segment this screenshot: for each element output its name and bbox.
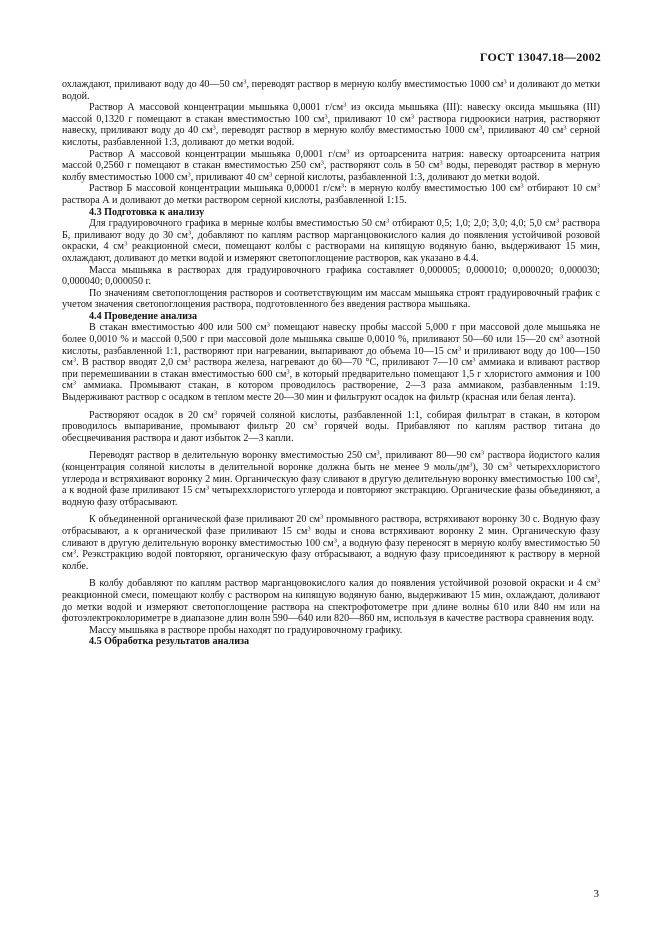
superscript: 3 xyxy=(324,113,328,121)
text-run: горячей воды. Прибавляют по каплям раствор титана до обесцвечивания раствора и дают избыток 2—3 капли. xyxy=(62,421,600,444)
text-run: , растворяют соль в 50 см xyxy=(323,160,440,172)
superscript: 3 xyxy=(307,525,311,533)
text-run: , а к водной фазе приливают 15 см xyxy=(62,473,600,497)
superscript: 3 xyxy=(320,159,324,167)
text-run: раствора гидроокиси натрия, растворяют навеску, приливают воду до 40 см xyxy=(62,113,600,137)
text-run: : в мерную колбу вместимостью 100 см xyxy=(344,183,521,195)
superscript: 3 xyxy=(480,449,485,457)
text-run: аммиака. Промывают стакан, в котором проводилось растворение, 2—3 раза аммиаком, разбавленным 1:19. Выдерживают раствор с осадком в теплом месте 20—30 мин и фильтруют осадок на фильтр (красная или белая лента). xyxy=(62,380,600,404)
paragraph xyxy=(62,410,600,445)
text-run: четыреххлористого углерода и повторяют экстракцию. Органические фазы объединяют, а водную фазу отбрасывают. xyxy=(62,485,600,508)
text-run: , приливают 40 см xyxy=(482,125,564,137)
superscript: 3 xyxy=(187,356,191,364)
superscript: 3 xyxy=(187,171,191,179)
superscript: 3 xyxy=(469,461,473,469)
superscript: 3 xyxy=(72,379,77,387)
superscript: 3 xyxy=(213,409,218,417)
text-run: Раствор Б массовой концентрации мышьяка 0,00001 г/см xyxy=(89,183,341,195)
paragraph xyxy=(62,322,600,403)
text-run: и доливают до метки водой. xyxy=(62,79,601,102)
text-run: раствора железа, нагревают до 60—70 °С, приливают 7—10 см xyxy=(190,357,473,369)
superscript: 3 xyxy=(594,473,598,481)
text-run: горячей соляной кислоты, разбавленной 1:1, собирая фильтрат в стакан, в котором проводилось выпаривание, промывают фильтр 20 см xyxy=(62,409,600,433)
superscript: 3 xyxy=(508,461,512,469)
text-run: Растворяют осадок в 20 см xyxy=(89,409,214,421)
text-run: серной кислоты, разбавленной 1:3, доливают до метки водой. xyxy=(62,125,601,148)
superscript: 3 xyxy=(333,537,337,545)
text-run: серной кислоты, разбавленной 1:3, доливают до метки водой. xyxy=(272,171,540,183)
superscript: 3 xyxy=(457,345,462,353)
superscript: 3 xyxy=(596,577,600,585)
superscript: 3 xyxy=(478,124,483,132)
paragraph xyxy=(62,265,600,288)
paragraph xyxy=(62,625,600,637)
text-run: В колбу добавляют по каплям раствор марганцовокислого калия до появления устойчивой розовой окраски и 4 см xyxy=(89,578,597,590)
superscript: 3 xyxy=(72,548,77,556)
text-run: раствора Б, приливают воду до 30 см xyxy=(62,218,600,241)
section-heading-4-3: 4.3 Подготовка к анализу xyxy=(89,206,205,218)
superscript: 3 xyxy=(286,368,290,376)
text-run: воды и снова встряхивают воронку 2 мин. Органическую фазу сливают в другую делительную воронку вместимостью 100 см xyxy=(62,525,600,549)
document-body xyxy=(62,79,600,648)
text-run: В стакан вместимостью 400 или 500 см xyxy=(89,322,267,334)
text-run: отбирают 10 см xyxy=(523,183,597,195)
superscript: 3 xyxy=(472,356,476,364)
paragraph xyxy=(62,450,600,508)
text-run: раствора А и доливают до метки раствором серной кислоты, разбавленной 1:15. xyxy=(62,194,407,206)
superscript: 3 xyxy=(187,229,192,237)
superscript: 3 xyxy=(320,513,324,521)
text-run: Переводят раствор в делительную воронку вместимостью 250 см xyxy=(89,450,377,462)
text-run: промывного раствора, встряхивают воронку 30 с. Водную фазу отбрасывают, а к органической фазе приливают 15 см xyxy=(62,514,600,537)
text-run: раствора йодистого калия (концентрация соляной кислоты в делительной воронке должна быть не менее 9 моль/дм xyxy=(62,450,600,473)
superscript: 3 xyxy=(385,217,390,225)
superscript: 3 xyxy=(72,356,77,364)
paragraph xyxy=(62,149,600,184)
paragraph xyxy=(62,288,600,311)
text-run: четыреххлористого углерода и встряхивают воронку 2 мин. Органическую фазу сливают в другую делительную воронку вместимостью 100 см xyxy=(62,462,600,485)
section-heading-4-5: 4.5 Обработка результатов анализа xyxy=(89,636,250,648)
text-run: , в который предварительно помещают 1,5 г хлористого аммония и 100 см xyxy=(62,368,601,392)
text-run: , приливают 80—90 см xyxy=(379,450,481,462)
text-run: . Реэкстракцию водой повторяют, органическую фазу отбрасывают, а водную фазу присоединяют к раствору в мерной колбе. xyxy=(62,549,600,572)
superscript: 3 xyxy=(346,148,350,156)
paragraph xyxy=(62,183,600,206)
text-run: азотной кислоты, разбавленной 1:1, растворяют при нагревании, выпаривают до объема 10—15 см xyxy=(62,334,601,357)
superscript: 3 xyxy=(410,113,415,121)
text-run: . В раствор вводят 2,0 см xyxy=(76,357,188,369)
text-run: ), 30 см xyxy=(472,462,509,473)
text-run: , добавляют по каплям раствор марганцовокислого калия до появления устойчивой розовой окраски, 4 см xyxy=(62,229,600,253)
superscript: 3 xyxy=(340,182,345,190)
superscript: 3 xyxy=(243,78,247,86)
text-run: К объединенной органической фазе приливают 20 см xyxy=(89,514,321,526)
superscript: 3 xyxy=(313,420,317,428)
text-run: из ортоарсенита натрия: навеску ортоарсенита натрия массой 0,2560 г помещают в стакан вместимостью 250 см xyxy=(62,148,600,172)
superscript: 3 xyxy=(439,159,443,167)
text-run: реакционной смеси, помещают колбы с растворами на кипящую водяную баню, выдерживают 15 мин, охлаждают, доливают до метки водой и измеряют светопоглощение растворов, как указано в 4.4. xyxy=(62,241,601,264)
paragraph xyxy=(62,79,600,102)
section-heading-4-4: 4.4 Проведение анализа xyxy=(89,310,197,322)
paragraph xyxy=(62,514,600,572)
superscript: 3 xyxy=(205,484,210,492)
text-run: Для градуировочного графика в мерные колбы вместимостью 50 см xyxy=(89,218,386,230)
superscript: 3 xyxy=(212,124,216,132)
text-run: Раствор А массовой концентрации мышьяка 0,0001 г/см xyxy=(89,102,344,114)
text-run: , а водную фазу переносят в мерную колбу вместимостью 50 см xyxy=(62,537,600,561)
superscript: 3 xyxy=(266,321,270,329)
text-run: , приливают 40 см xyxy=(190,171,270,183)
text-run: из оксида мышьяка (III): навеску оксида мышьяка (III) массой 0,1320 г помещают в стакан вместимостью 100 см xyxy=(62,102,600,125)
superscript: 3 xyxy=(520,182,524,190)
superscript: 3 xyxy=(559,333,564,341)
text-run: , приливают 10 см xyxy=(327,113,411,125)
text-run: реакционной смеси, помещают колбу с раствором на кипящую водяную баню, выдерживают 15 мин, охлаждают, доливают до метки водой и измеряют светопоглощение раствора на спектрофотометре при длине волны 610 или 840 нм или на фотоэлектроколориметре в диапазоне длин волн 590—640 или 820—860 нм, используя в качестве раствора сравнения воду. xyxy=(62,589,600,625)
text-run: По значениям светопоглощения растворов и соответствующим им массам мышьяка строят градуировочный график с учетом значения светопоглощения раствора, подготовленного без введения раствора мышьяка. xyxy=(62,287,600,311)
text-run: воды, переводят раствор в мерную колбу вместимостью 1000 см xyxy=(62,160,600,183)
superscript: 3 xyxy=(124,240,128,248)
text-run: Массу мышьяка в растворе пробы находят по градуировочному графику. xyxy=(89,624,403,636)
text-run: отбирают 0,5; 1,0; 2,0; 3,0; 4,0; 5,0 см xyxy=(389,218,556,230)
text-run: , переводят раствор в мерную колбу вместимостью 1000 см xyxy=(246,79,504,90)
text-run: Масса мышьяка в растворах для градуировочного графика составляет 0,000005; 0,000010; 0,000020; 0,000030; 0,000040; 0,000050 г. xyxy=(62,264,600,288)
text-run: аммиака и вливают раствор при перемешивании в стакан вместимостью 600 см xyxy=(62,357,600,380)
standard-header: ГОСТ 13047.18—2002 xyxy=(479,50,601,64)
paragraph xyxy=(62,578,600,624)
superscript: 3 xyxy=(563,124,567,132)
superscript: 3 xyxy=(555,217,560,225)
paragraph xyxy=(62,218,600,264)
text-run: помещают навеску пробы массой 5,000 г при массовой доле мышьяка не более 0,0010 % и массой 0,500 г при массовой доле мышьяка свыше 0,0010 %, приливают 50—60 или 15—20 см xyxy=(62,322,601,346)
text-run: и приливают воду до 100—150 см xyxy=(62,345,601,369)
superscript: 3 xyxy=(376,449,380,457)
text-run: Раствор А массовой концентрации мышьяка 0,0001 г/см xyxy=(89,148,347,160)
text-run: , переводят раствор в мерную колбу вместимостью 1000 см xyxy=(215,125,479,137)
superscript: 3 xyxy=(269,171,273,179)
superscript: 3 xyxy=(343,101,347,109)
superscript: 3 xyxy=(596,182,600,190)
page-number: 3 xyxy=(593,888,599,900)
text-run: охлаждают, приливают воду до 40—50 см xyxy=(62,79,244,90)
paragraph xyxy=(62,102,600,148)
superscript: 3 xyxy=(503,78,507,86)
